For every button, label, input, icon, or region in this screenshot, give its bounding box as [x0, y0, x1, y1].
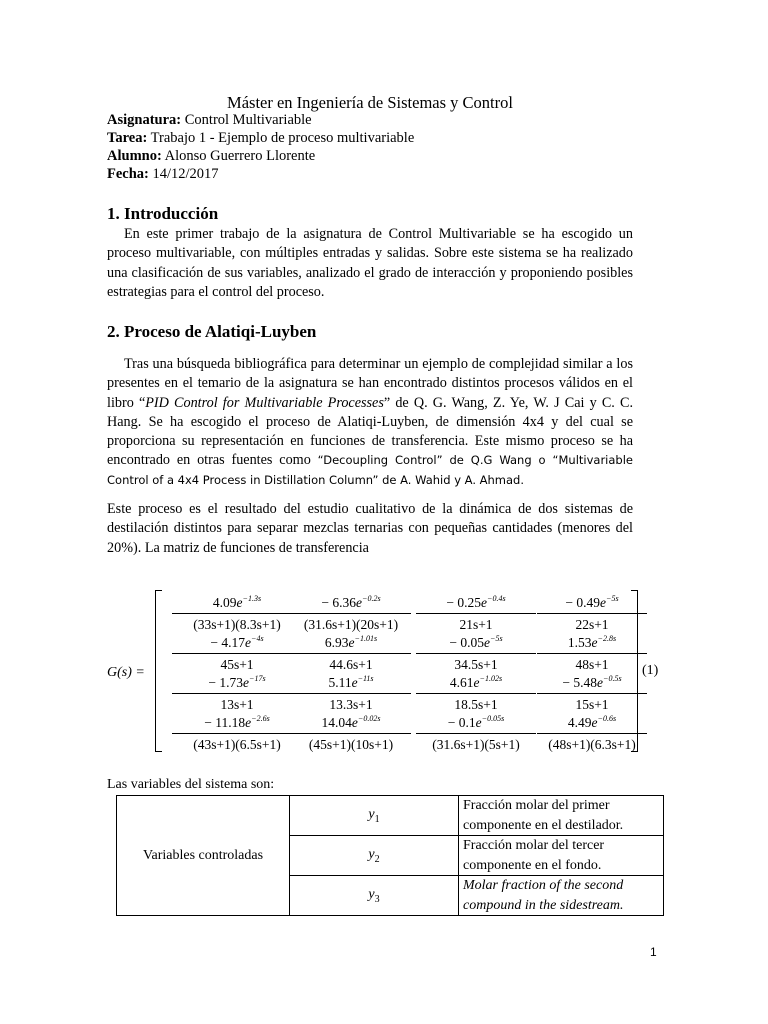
section-2-paragraph-2: Este proceso es el resultado del estudio cualitativo de la dinámica de dos sistemas de destilación distintos para separar mezclas ternarias con pequeñas cantidades (menores del 20%). La matriz de funciones de transferencia [107, 501, 633, 556]
entry-denominator: (43s+1)(6.5s+1) [193, 737, 281, 752]
entry-denominator: (31.6s+1)(20s+1) [303, 617, 399, 632]
student-line [107, 148, 315, 165]
section-1-heading: 1. Introducción [107, 204, 219, 223]
entry-denominator: 48s+1 [575, 657, 609, 672]
symbol-cell: $y_2$ [290, 836, 459, 876]
section-2-heading: 2. Proceso de Alatiqi-Luyben [107, 322, 317, 341]
student-value: Alonso Guerrero Llorente [164, 148, 316, 164]
entry-numerator: − $1.73e^{-17s}$ [172, 670, 302, 694]
matrix-entry [172, 590, 302, 633]
matrix-lhs: G(s) = [107, 665, 145, 680]
matrix-entry [537, 710, 647, 753]
entry-numerator: − $0.1e^{-0.05s}$ [416, 710, 536, 734]
description-cell: Fracción molar del tercer componente en el fondo. [459, 836, 664, 876]
entry-denominator: 18.5s+1 [454, 697, 498, 712]
entry-denominator: (45s+1)(10s+1) [308, 737, 394, 752]
matrix-entry [416, 590, 536, 633]
matrix-entry [291, 710, 411, 753]
matrix-entry [291, 670, 411, 713]
entry-denominator: 22s+1 [575, 617, 609, 632]
date-value: 14/12/2017 [152, 166, 219, 182]
matrix-entry [537, 590, 647, 633]
page-number: 1 [650, 945, 657, 959]
entry-numerator: $4.49e^{-0.6s}$ [537, 710, 647, 734]
variables-table [116, 795, 664, 916]
task-line [107, 130, 414, 147]
matrix-entry [172, 710, 302, 753]
entry-denominator: 13s+1 [220, 697, 254, 712]
symbol-cell: $y_1$ [290, 796, 459, 836]
p1-text-b: ” de Q. G. Wang, Z. Ye, W. J Cai y C. C. Hang. Se ha escogido el proceso de Alatiqi-Luyben, de dimensión 4x4 y del cual se proporciona su representación en funciones de transferencia. Este mismo proceso se ha encontrado en otras fuentes como [107, 394, 634, 469]
symbol-cell: $y_3$ [290, 876, 459, 916]
entry-denominator: 13.3s+1 [329, 697, 373, 712]
task-value: Trabajo 1 - Ejemplo de proceso multivariable [150, 130, 415, 146]
date-label: Fecha: [107, 166, 149, 182]
entry-denominator: 44.6s+1 [329, 657, 373, 672]
section-2-paragraph-1 [107, 355, 633, 490]
table-row [117, 796, 664, 836]
matrix-entry [291, 630, 411, 673]
entry-denominator: 21s+1 [459, 617, 493, 632]
matrix-entry [537, 630, 647, 673]
matrix-entry [537, 670, 647, 713]
entry-numerator: − $0.25e^{-0.4s}$ [416, 590, 536, 614]
entry-numerator: − $11.18e^{-2.6s}$ [172, 710, 302, 734]
subject-value: Control Multivariable [184, 112, 312, 128]
entry-numerator: − $5.48e^{-0.5s}$ [537, 670, 647, 694]
matrix-entry [416, 710, 536, 753]
entry-denominator: 34.5s+1 [454, 657, 498, 672]
description-cell: Fracción molar del primer componente en el destilador. [459, 796, 664, 836]
date-line [107, 166, 219, 183]
matrix-entry [416, 630, 536, 673]
subject-label: Asignatura: [107, 112, 182, 128]
task-label: Tarea: [107, 130, 148, 146]
entry-numerator: $4.09e^{-1.3s}$ [172, 590, 302, 614]
entry-numerator: $1.53e^{-2.8s}$ [537, 630, 647, 654]
entry-numerator: $5.11e^{-11s}$ [291, 670, 411, 694]
left-bracket [155, 590, 162, 752]
entry-denominator: (33s+1)(8.3s+1) [193, 617, 281, 632]
document-title: Máster en Ingeniería de Sistemas y Control [227, 93, 513, 112]
entry-denominator: (31.6s+1)(5s+1) [432, 737, 520, 752]
entry-denominator: 15s+1 [575, 697, 609, 712]
entry-numerator: $6.93e^{-1.01s}$ [291, 630, 411, 654]
p1-references: “Decoupling Control” de Q.G Wang o “Multivariable Control of a 4x4 Process in Distillation Column” de A. Wahid y A. Ahmad. [107, 453, 633, 487]
student-label: Alumno: [107, 148, 162, 164]
transfer-function-matrix [107, 585, 667, 755]
entry-denominator: (48s+1)(6.3s+1) [548, 737, 636, 752]
entry-numerator: − $0.05e^{-5s}$ [416, 630, 536, 654]
entry-numerator: $14.04e^{-0.02s}$ [291, 710, 411, 734]
group-label: Variables controladas [117, 796, 290, 916]
p1-text-a: Tras una búsqueda bibliográfica para determinar un ejemplo de complejidad similar a los presentes en el temario de la asignatura se han encontrado distintos procesos válidos en el libro “ [107, 356, 633, 411]
entry-numerator: − $0.49e^{-5s}$ [537, 590, 647, 614]
matrix-entry [172, 670, 302, 713]
section-1-paragraph: En este primer trabajo de la asignatura de Control Multivariable se ha escogido un proceso multivariable, con múltiples entradas y salidas. Sobre este sistema se ha realizado una clasificación de sus variables, analizado el grado de interacción y proponiendo posibles estrategias para el control del proceso. [107, 226, 633, 300]
description-cell: Molar fraction of the second compound in the sidestream. [459, 876, 664, 916]
variables-intro: Las variables del sistema son: [107, 777, 275, 792]
entry-denominator: 45s+1 [220, 657, 254, 672]
matrix-entry [416, 670, 536, 713]
subject-line [107, 112, 312, 129]
matrix-entry [291, 590, 411, 633]
entry-numerator: $4.61e^{-1.02s}$ [416, 670, 536, 694]
entry-numerator: − $4.17e^{-4s}$ [172, 630, 302, 654]
equation-number: (1) [642, 663, 659, 678]
matrix-entry [172, 630, 302, 673]
book-title: PID Control for Multivariable Processes [145, 394, 384, 411]
entry-numerator: − $6.36e^{-0.2s}$ [291, 590, 411, 614]
